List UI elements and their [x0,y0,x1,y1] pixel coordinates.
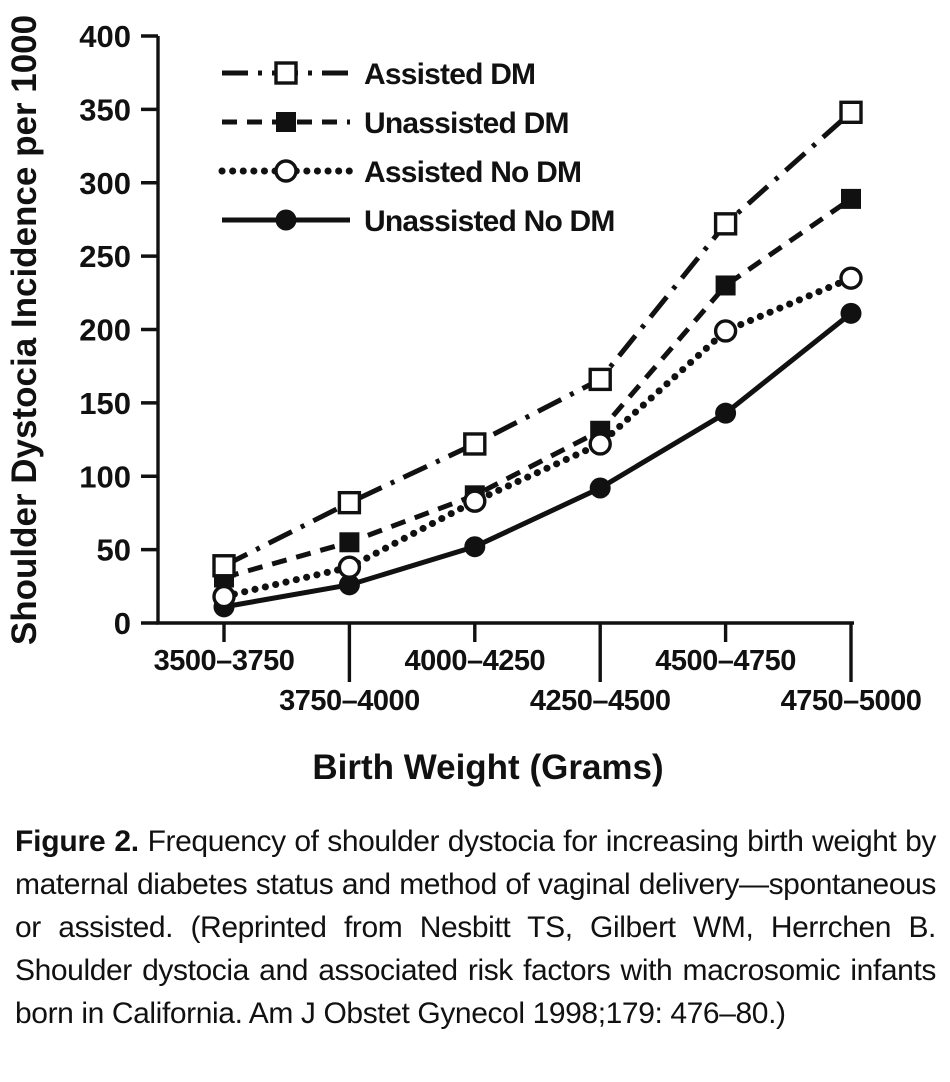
legend [222,58,615,238]
marker-assisted-no-dm [716,321,736,341]
y-tick-label: 100 [79,459,131,495]
marker-assisted-dm [465,434,485,454]
legend-label: Assisted DM [364,58,536,91]
figure-caption [15,820,936,1035]
caption-text: Frequency of shoulder dystocia for increasing birth weight by maternal diabetes status and method of vaginal delivery—spontaneous or assisted. (Reprinted from Nesbitt TS, Gilbert WM, Herrchen B. Shoulder dystocia and associated risk factors with macrosomic infants born in California. Am J Obstet Gynecol 1998;179: 476–80.) [15,825,937,1030]
legend-marker-assisted-dm [276,63,296,83]
x-tick-label: 3750–4000 [279,685,420,717]
marker-assisted-dm [841,102,861,122]
legend-label: Assisted No DM [364,156,582,189]
x-tick-label: 4250–4500 [529,685,671,717]
legend-label: Unassisted No DM [364,205,615,238]
marker-assisted-no-dm [465,491,485,511]
marker-assisted-dm [590,369,610,389]
marker-unassisted-no-dm [590,477,611,498]
marker-unassisted-no-dm [841,303,862,324]
marker-assisted-dm [716,214,736,234]
y-tick-label: 50 [96,532,131,568]
marker-unassisted-no-dm [464,536,485,557]
legend-item-assisted-no-dm [222,156,581,189]
marker-assisted-no-dm [841,268,861,288]
legend-marker-unassisted-dm [276,112,296,132]
marker-unassisted-no-dm [715,403,736,424]
marker-assisted-no-dm [214,587,234,607]
legend-item-unassisted-no-dm [222,205,615,238]
y-tick-label: 250 [79,239,131,275]
marker-unassisted-dm [841,189,861,209]
legend-item-unassisted-dm [222,107,569,140]
caption-label: Figure 2. [15,825,139,858]
legend-label: Unassisted DM [364,107,569,140]
legend-marker-assisted-no-dm [276,161,296,181]
x-tick-labels [154,645,922,717]
y-tick-labels [79,19,131,641]
legend-marker-unassisted-no-dm [276,210,297,231]
x-tick-label: 3500–3750 [153,645,295,677]
y-tick-label: 200 [79,312,131,348]
marker-assisted-no-dm [590,434,610,454]
marker-assisted-dm [214,556,234,576]
marker-unassisted-dm [339,532,359,552]
marker-assisted-dm [339,493,359,513]
legend-item-assisted-dm [222,58,535,91]
x-axis-title: Birth Weight (Grams) [312,748,664,787]
marker-assisted-no-dm [339,557,359,577]
series-line-assisted-no-dm [224,278,851,596]
y-tick-label: 0 [113,606,131,641]
x-tick-label: 4000–4250 [404,645,546,677]
y-axis-title: Shoulder Dystocia Incidence per 1000 [5,14,44,646]
x-tick-label: 4750–5000 [780,685,922,717]
y-tick-label: 300 [79,165,131,201]
x-tick-label: 4500–4750 [655,645,796,677]
y-tick-label: 350 [79,92,131,128]
series-line-unassisted-no-dm [224,313,851,606]
y-tick-label: 150 [79,385,131,421]
marker-unassisted-dm [716,275,736,295]
y-tick-label: 400 [79,19,131,54]
